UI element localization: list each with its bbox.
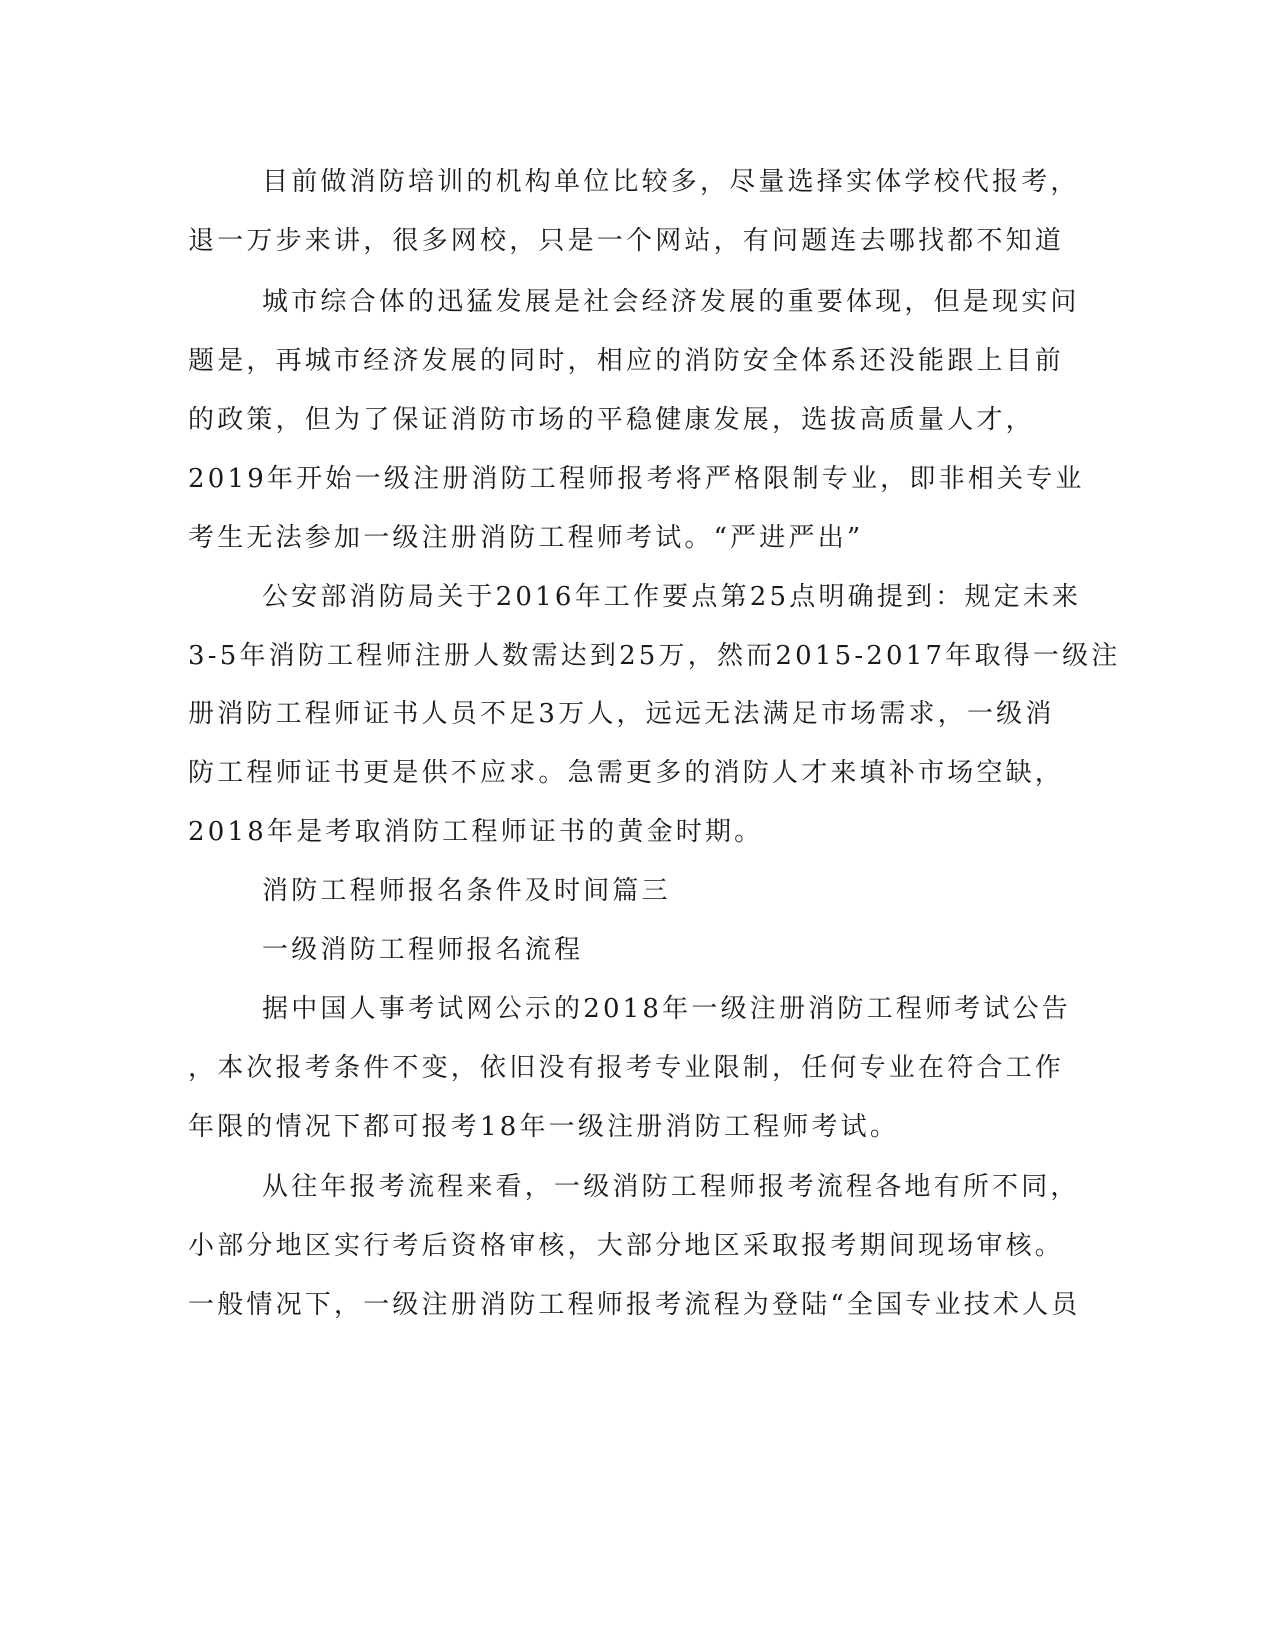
paragraph-line: 2019年开始一级注册消防工程师报考将严格限制专业，即非相关专业 [188, 464, 1085, 494]
paragraph-line: 考生无法参加一级注册消防工程师考试。“严进严出” [188, 523, 864, 553]
paragraph-line: 3-5年消防工程师注册人数需达到25万，然而2015-2017年取得一级注 [188, 641, 1121, 671]
paragraph-line: 据中国人事考试网公示的2018年一级注册消防工程师考试公告 [262, 994, 1071, 1024]
paragraph-line: 防工程师证书更是供不应求。急需更多的消防人才来填补市场空缺， [188, 758, 1065, 788]
paragraph-line: 题是，再城市经济发展的同时，相应的消防安全体系还没能跟上目前 [188, 346, 1065, 376]
paragraph-line: 小部分地区实行考后资格审核，大部分地区采取报考期间现场审核。 [188, 1231, 1065, 1261]
paragraph-line: 城市综合体的迅猛发展是社会经济发展的重要体现，但是现实问 [262, 287, 1080, 317]
section-heading: 消防工程师报名条件及时间篇三 [262, 876, 671, 906]
paragraph-line: 年限的情况下都可报考18年一级注册消防工程师考试。 [188, 1112, 900, 1142]
section-heading: 一级消防工程师报名流程 [262, 935, 584, 965]
paragraph-line: 一般情况下，一级注册消防工程师报考流程为登陆“全国专业技术人员 [188, 1290, 1081, 1320]
paragraph-line: 公安部消防局关于2016年工作要点第25点明确提到：规定未来 [262, 582, 1082, 612]
paragraph-line: 退一万步来讲，很多网校，只是一个网站，有问题连去哪找都不知道 [188, 226, 1065, 256]
paragraph-line: 目前做消防培训的机构单位比较多，尽量选择实体学校代报考， [262, 167, 1080, 197]
paragraph-line: 的政策，但为了保证消防市场的平稳健康发展，选拔高质量人才， [188, 405, 1035, 435]
paragraph-line: ，本次报考条件不变，依旧没有报考专业限制，任何专业在符合工作 [188, 1053, 1065, 1083]
paragraph-line: 册消防工程师证书人员不足3万人，远远无法满足市场需求，一级消 [188, 699, 1055, 729]
paragraph-line: 从往年报考流程来看，一级消防工程师报考流程各地有所不同， [262, 1172, 1080, 1202]
paragraph-line: 2018年是考取消防工程师证书的黄金时期。 [188, 817, 764, 847]
